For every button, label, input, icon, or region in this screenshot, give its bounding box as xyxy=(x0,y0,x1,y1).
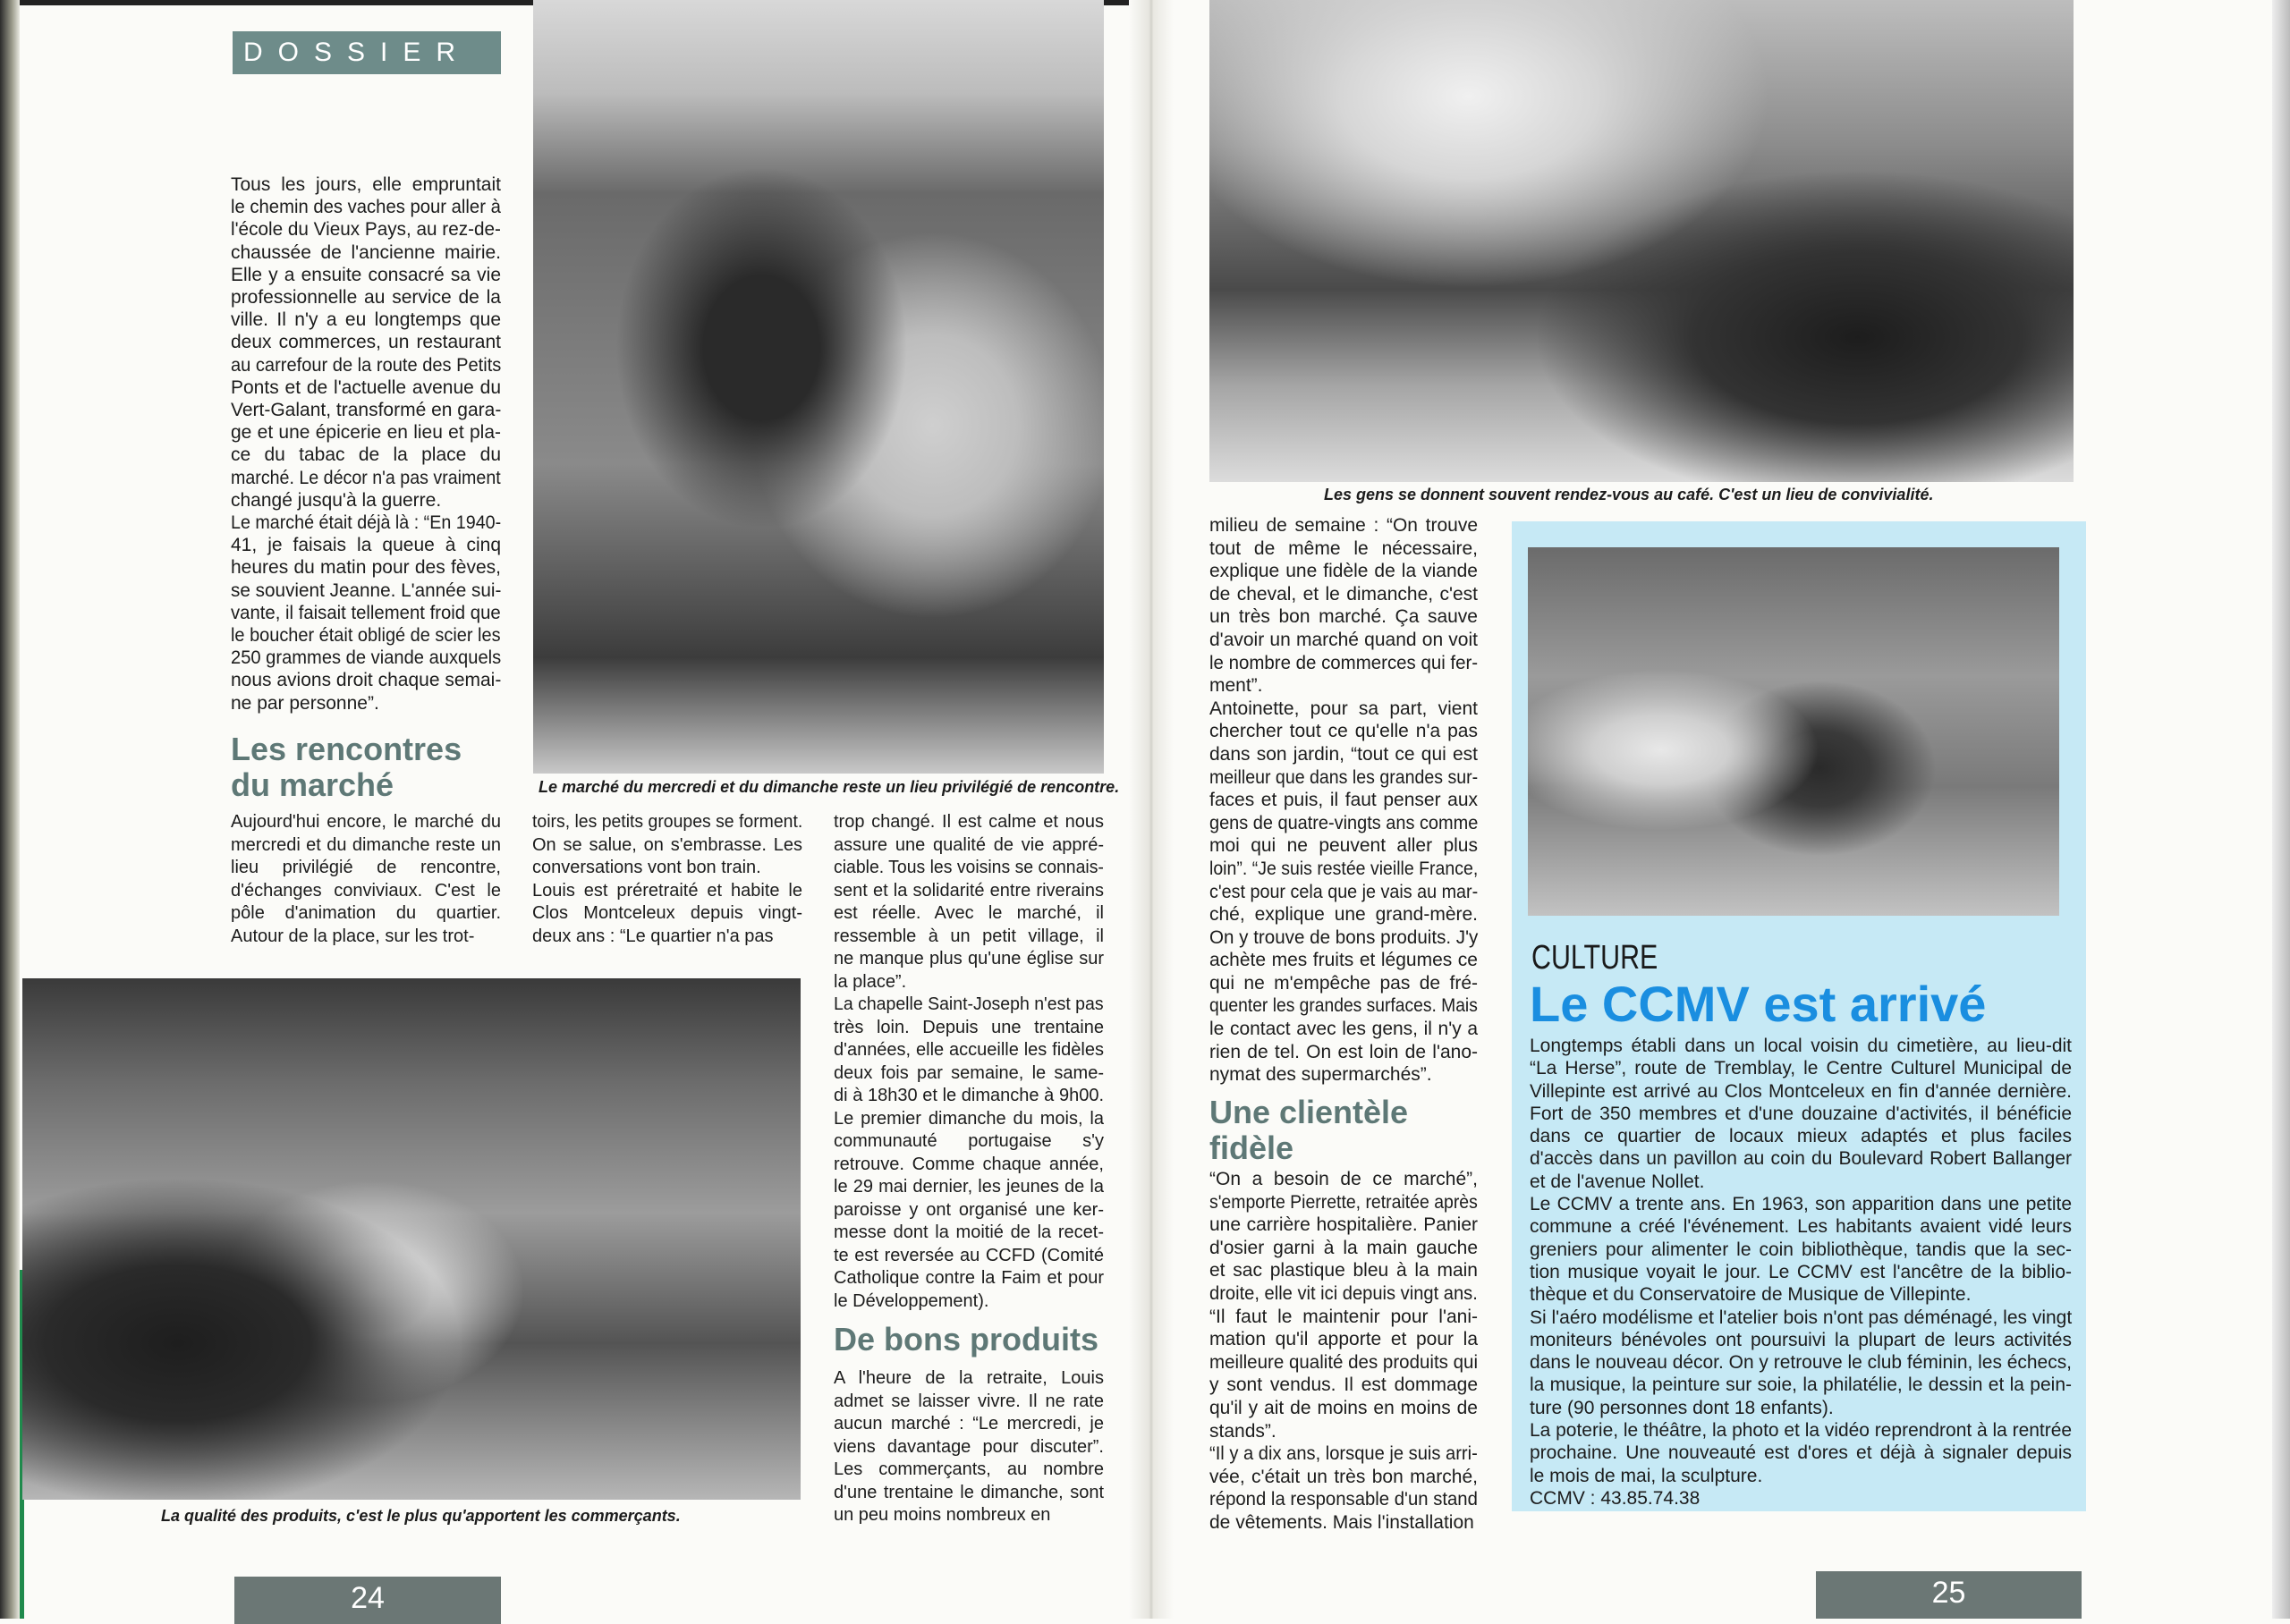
text-line: d'années, elle accueille les fidèles xyxy=(834,1040,1104,1060)
text-line: Le CCMV a trente ans. En 1963, son apparition dans une petite xyxy=(1530,1194,2072,1215)
text-line: Aujourd'hui encore, le marché du xyxy=(231,812,501,832)
photo-caption: Le marché du mercredi et du dimanche reste un lieu privilégié de rencontre. xyxy=(539,778,1120,796)
section-heading: Les rencontres du marché xyxy=(231,731,462,803)
text-line: commune a créé l'événement. Les habitants avaient vidé leurs xyxy=(1530,1216,2072,1238)
page-number: 24 xyxy=(234,1577,501,1624)
text-line: meilleure qualité des produits qui xyxy=(1209,1351,1479,1373)
text-line: ment”. xyxy=(1209,675,1263,697)
text-line: communauté portugaise s'y xyxy=(834,1131,1104,1151)
text-line: marché. Le décor n'a pas vraiment xyxy=(231,467,501,488)
text-line: Le premier dimanche du mois, la xyxy=(834,1108,1104,1129)
text-line: “La Herse”, route de Tremblay, le Centre Culturel Municipal de xyxy=(1530,1058,2072,1079)
text-line: Louis est préretraité et habite le xyxy=(532,880,802,901)
text-line: messe dont la moitié de la recet- xyxy=(834,1222,1104,1242)
text-line: le chemin des vaches pour aller à xyxy=(231,197,501,218)
text-line: greniers pour alimenter le coin bibliothèque, tandis que la sec- xyxy=(1530,1239,2072,1260)
text-line: toirs, les petits groupes se forment. xyxy=(532,812,803,832)
text-line: d'osier garni à la main gauche xyxy=(1209,1237,1478,1258)
text-line: assure une qualité de vie appré- xyxy=(834,834,1104,855)
text-line: ciable. Tous les voisins se connais- xyxy=(834,858,1104,877)
text-line: le nombre de commerces qui fer- xyxy=(1209,652,1479,673)
box-title: Le CCMV est arrivé xyxy=(1530,976,1987,1032)
text-line: explique une fidèle de la viande xyxy=(1209,561,1478,582)
article-column-d xyxy=(1209,514,1478,1087)
text-line: le mois de mai, la sculpture. xyxy=(1530,1465,1763,1486)
text-line: au carrefour de la route des Petits xyxy=(231,354,502,376)
page-edge-right xyxy=(2272,0,2290,1619)
text-line: retrouve. Comme chaque année, xyxy=(834,1154,1104,1174)
box-kicker: CULTURE xyxy=(1531,939,1658,977)
text-line: 250 grammes de viande auxquels xyxy=(231,647,502,669)
text-line: tion musique voyait le jour. Le CCMV est l'ancêtre de la biblio- xyxy=(1530,1261,2072,1282)
article-column-c-cont xyxy=(834,1367,1104,1527)
text-line: “Il y a dix ans, lorsque je suis arri- xyxy=(1209,1443,1478,1465)
text-line: moi qui ne peuvent aller plus xyxy=(1209,835,1478,857)
text-line: Le marché était déjà là : “En 1940- xyxy=(231,512,502,534)
text-line: c'est pour cela que je vais au mar- xyxy=(1209,881,1479,902)
text-line: Vert-Galant, transformé en gara- xyxy=(231,400,502,421)
text-line: pôle d'animation du quartier. xyxy=(231,903,501,923)
ccmv-pottery-photo xyxy=(1528,547,2059,916)
text-line: lieu privilégié de rencontre, xyxy=(231,858,501,877)
text-line: moniteurs bénévoles ont poursuivi la plupart de leurs activités xyxy=(1530,1329,2072,1350)
text-line: ne par personne”. xyxy=(231,692,379,714)
text-line: très loin. Depuis une trentaine xyxy=(834,1017,1104,1037)
page-edge-left xyxy=(0,0,20,1619)
text-line: Les commerçants, au nombre xyxy=(834,1459,1104,1479)
text-line: vée, c'était un très bon marché, xyxy=(1209,1466,1478,1487)
text-line: faces et puis, il faut penser aux xyxy=(1209,790,1478,811)
text-line: On y trouve de bons produits. J'y xyxy=(1209,926,1479,948)
article-column-c xyxy=(834,811,1104,1313)
market-children-photo xyxy=(533,0,1104,774)
text-line: un très bon marché. Ça sauve xyxy=(1209,606,1478,628)
text-line: aucun marché : “Le mercredi, je xyxy=(834,1414,1104,1434)
text-line: stands”. xyxy=(1209,1420,1276,1442)
text-line: quenter les grandes surfaces. Mais xyxy=(1209,995,1478,1017)
text-line: Catholique contre la Faim et pour xyxy=(834,1268,1104,1288)
text-line: Longtemps établi dans un local voisin du cimetière, au lieu-dit xyxy=(1530,1036,2072,1056)
cafe-photo xyxy=(1209,0,2074,482)
section-heading: Une clientèle fidèle xyxy=(1209,1094,1409,1166)
text-line: dans le nouveau décor. On y retrouve le club féminin, les échecs, xyxy=(1530,1352,2073,1374)
text-line: Autour de la place, sur les trot- xyxy=(231,926,475,946)
text-line: le contact avec les gens, il n'y a xyxy=(1209,1019,1478,1040)
text-line: et de l'avenue Nollet. xyxy=(1530,1171,1705,1192)
text-line: vante, il faisait tellement froid que xyxy=(231,602,501,623)
text-line: et sac plastique bleu à la main xyxy=(1209,1260,1478,1281)
text-line: deux fois par semaine, le same- xyxy=(834,1062,1104,1083)
text-line: deux ans : “Le quartier n'a pas xyxy=(532,926,774,946)
text-line: di à 18h30 et le dimanche à 9h00. xyxy=(834,1086,1104,1105)
text-line: d'échanges conviviaux. C'est le xyxy=(231,880,501,901)
text-line: d'avoir un marché quand on voit xyxy=(1209,629,1478,650)
text-line: 41, je faisais la queue à cinq xyxy=(231,535,501,556)
text-line: La poterie, le théâtre, la photo et la vidéo reprendront à la rentrée xyxy=(1530,1420,2073,1442)
text-line: de cheval, et le dimanche, c'est xyxy=(1209,583,1478,605)
text-line: heures du matin pour des fèves, xyxy=(231,557,501,579)
text-line: admet se laisser vivre. Il ne rate xyxy=(834,1391,1104,1411)
intro-column xyxy=(231,173,501,715)
text-line: la musique, la peinture sur soie, la philatélie, le dessin et la pein- xyxy=(1530,1374,2072,1396)
text-line: te est reversée au CCFD (Comité xyxy=(834,1245,1104,1265)
photo-caption: Les gens se donnent souvent rendez-vous au café. C'est un lieu de convivialité. xyxy=(1324,486,1934,503)
text-line: milieu de semaine : “On trouve xyxy=(1209,515,1478,536)
text-line: s'emporte Pierrette, retraitée après xyxy=(1209,1191,1478,1213)
text-line: ville. Il n'y a eu longtemps que xyxy=(231,309,501,331)
text-line: Tous les jours, elle empruntait xyxy=(231,174,501,195)
text-line: trop changé. Il est calme et nous xyxy=(834,812,1104,832)
text-line: dans son jardin, “tout ce qui est xyxy=(1209,743,1478,765)
text-line: le 29 mai dernier, les jeunes de la xyxy=(834,1177,1104,1197)
text-line: “On a besoin de ce marché”, xyxy=(1209,1169,1478,1189)
text-line: de vêtements. Mais l'installation xyxy=(1209,1511,1474,1533)
text-line: mercredi et du dimanche reste un xyxy=(231,834,501,855)
text-line: nymat des supermarchés”. xyxy=(1209,1064,1432,1086)
box-body xyxy=(1530,1035,2072,1510)
text-line: d'accès dans un pavillon au coin du Boulevard Robert Ballanger xyxy=(1530,1148,2072,1170)
text-line: “Il faut le maintenir pour l'ani- xyxy=(1209,1306,1478,1327)
text-line: droite, elle vit ici depuis vingt ans. xyxy=(1209,1282,1478,1304)
text-line: loin”. “Je suis restée vieille France, xyxy=(1209,858,1479,879)
text-line: qu'il y ait de moins en moins de xyxy=(1209,1397,1478,1418)
text-line: se souvient Jeanne. L'année sui- xyxy=(231,579,502,601)
text-line: tout de même le nécessaire, xyxy=(1209,537,1478,559)
text-line: Fort de 350 membres et d'une douzaine d'activités, il bénéficie xyxy=(1530,1103,2072,1124)
text-line: le Développement). xyxy=(834,1290,989,1311)
text-line: ge et une épicerie en lieu et pla- xyxy=(231,422,501,444)
text-line: meilleur que dans les grandes sur- xyxy=(1209,766,1479,788)
text-line: l'école du Vieux Pays, au rez-de- xyxy=(231,219,501,241)
text-line: ché, explique une grand-mère. xyxy=(1209,904,1478,926)
text-line: le boucher était obligé de scier les xyxy=(231,625,501,647)
text-line: ture (90 personnes dont 18 enfants). xyxy=(1530,1397,1834,1418)
text-line: ne manque plus qu'une église sur xyxy=(834,949,1104,968)
article-column-a xyxy=(231,811,501,948)
text-line: prochaine. Une nouveauté est d'ores et déjà à signaler depuis xyxy=(1530,1442,2072,1464)
text-line: Ponts et de l'actuelle avenue du xyxy=(231,376,501,398)
page-number: 25 xyxy=(1816,1571,2082,1619)
market-stall-photo xyxy=(22,978,801,1500)
photo-caption: La qualité des produits, c'est le plus qu'apportent les commerçants. xyxy=(161,1507,681,1525)
section-label: DOSSIER xyxy=(233,31,501,74)
text-line: Clos Montceleux depuis vingt- xyxy=(532,903,802,923)
text-line: conversations vont bon train. xyxy=(532,858,761,877)
text-line: mation qu'il apporte et pour la xyxy=(1209,1329,1478,1350)
text-line: ce du tabac de la place du xyxy=(231,444,501,466)
text-line: La chapelle Saint-Joseph n'est pas xyxy=(834,994,1104,1014)
text-line: ressemble à un petit village, il xyxy=(834,926,1104,946)
text-line: thèque et du Conservatoire de Musique de Villepinte. xyxy=(1530,1284,1972,1306)
text-line: la place”. xyxy=(834,971,907,992)
text-line: y sont vendus. Il est dommage xyxy=(1209,1374,1478,1396)
text-line: Antoinette, pour sa part, vient xyxy=(1209,698,1478,719)
text-line: une carrière hospitalière. Panier xyxy=(1209,1214,1478,1236)
text-line: est réelle. Avec le marché, il xyxy=(834,903,1104,923)
text-line: d'une trentaine le dimanche, sont xyxy=(834,1482,1104,1502)
text-line: gens de quatre-vingts ans comme xyxy=(1209,812,1479,833)
section-heading: De bons produits xyxy=(834,1321,1098,1358)
text-line: deux commerces, un restaurant xyxy=(231,332,501,353)
spread-gutter xyxy=(1129,0,1174,1619)
text-line: paroisse y ont organisé une ker- xyxy=(834,1199,1104,1220)
text-line: A l'heure de la retraite, Louis xyxy=(834,1368,1104,1388)
text-line: changé jusqu'à la guerre. xyxy=(231,489,442,511)
text-line: répond la responsable d'un stand xyxy=(1209,1489,1478,1510)
text-line: professionnelle au service de la xyxy=(231,287,501,309)
text-line: achète mes fruits et légumes ce xyxy=(1209,950,1478,971)
text-line: viens davantage pour discuter”. xyxy=(834,1436,1104,1457)
text-line: qui ne m'empêche pas de fré- xyxy=(1209,972,1478,994)
text-line: sent et la solidarité entre riverains xyxy=(834,880,1104,901)
text-line: un peu moins nombreux en xyxy=(834,1505,1051,1525)
text-line: On se salue, on s'embrasse. Les xyxy=(532,834,802,855)
text-line: nous avions droit chaque semai- xyxy=(231,670,502,691)
text-line: chercher tout ce qu'elle n'a pas xyxy=(1209,721,1478,742)
text-line: Elle y a ensuite consacré sa vie xyxy=(231,264,501,285)
text-line: Si l'aéro modélisme et l'atelier bois n'ont pas déménagé, les vingt xyxy=(1530,1307,2073,1328)
text-line: chaussée de l'ancienne mairie. xyxy=(231,241,501,263)
article-column-d-cont xyxy=(1209,1168,1478,1535)
text-line: rien de tel. On est loin de l'ano- xyxy=(1209,1041,1478,1062)
text-line: Villepinte est arrivé au Clos Montceleux en fin d'année dernière. xyxy=(1530,1080,2072,1102)
text-line: CCMV : 43.85.74.38 xyxy=(1530,1487,1701,1509)
article-column-b xyxy=(532,811,802,948)
text-line: dans ce quartier de locaux mieux adaptés et plus faciles xyxy=(1530,1126,2072,1147)
